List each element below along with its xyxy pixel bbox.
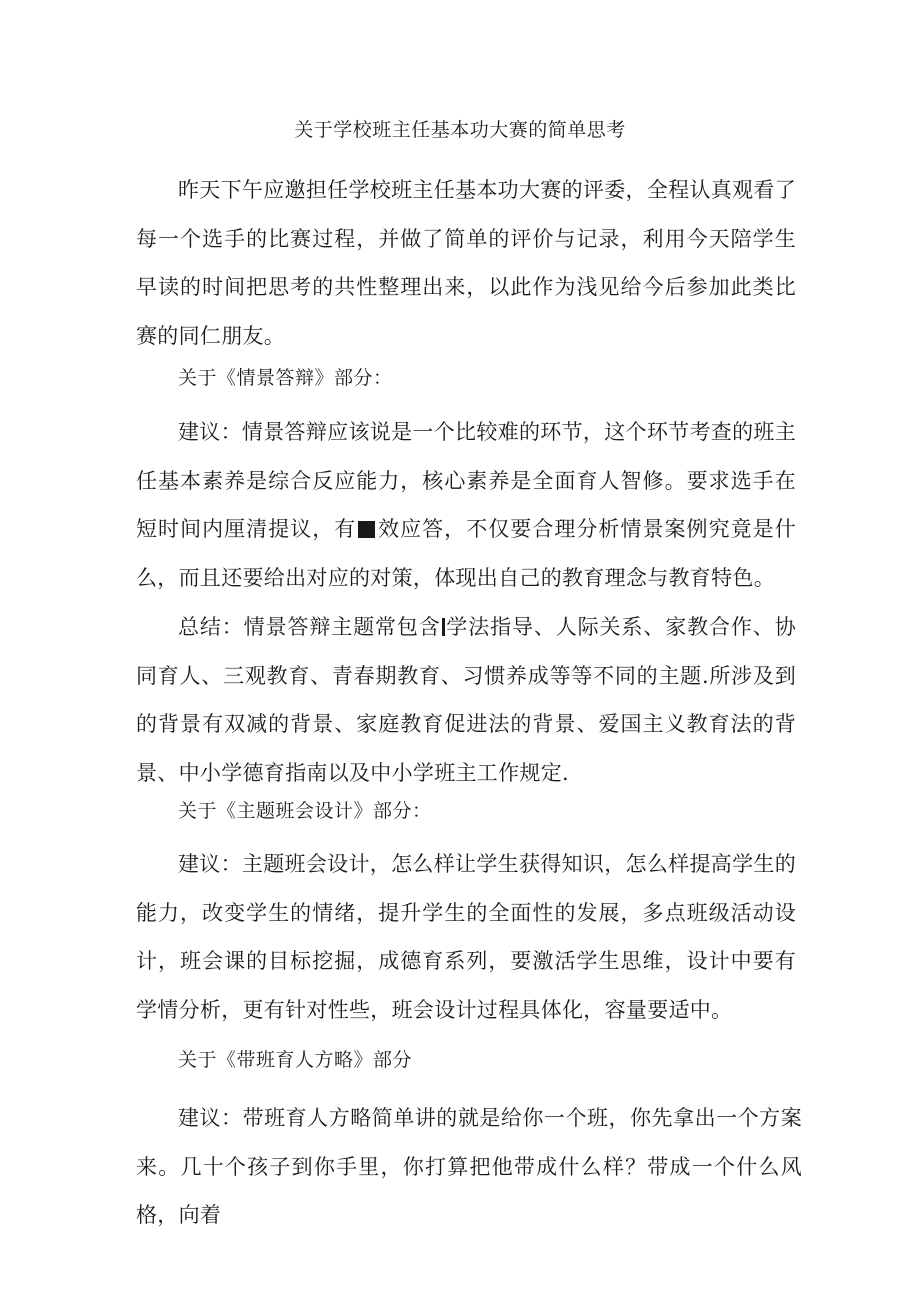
intro-paragraph: 昨天下午应邀担任学校班主任基本功大赛的评委，全程认真观看了每一个选手的比赛过程，并做了简单的评价与记录，利用今天陪学生早读的时间把思考的共性整理出来，以此作为浅见给今后参加此类比赛的同仁朋友。 [136, 178, 796, 348]
black-square-glyph [358, 521, 375, 538]
section-heading-scenario-defense: 关于《情景答辩》部分： [178, 367, 393, 389]
scenario-summary-paragraph [136, 603, 796, 797]
section-heading-class-strategy: 关于《带班育人方略》部分 [178, 1049, 413, 1071]
scenario-summary-text-a: 总结：情景答辩主题常包含 [178, 615, 441, 639]
scenario-suggestion-text-b: 效应答，不仅要合理分析情景案例究竟是什么，而且还要给出对应的对策，体现出自己的教育理念与教育特色。 [136, 517, 796, 590]
section-heading-class-meeting: 关于《主题班会设计》部分： [178, 800, 432, 822]
scenario-suggestion-paragraph [136, 408, 796, 602]
vertical-bar-glyph [442, 618, 445, 636]
class-strategy-suggestion-paragraph: 建议：带班育人方略简单讲的就是给你一个班，你先拿出一个方案来。几十个孩子到你手里，你打算把他带成什么样？带成一个什么风格，向着 [136, 1106, 802, 1227]
document-title: 关于学校班主任基本功大赛的简单思考 [294, 119, 626, 141]
scenario-summary-text-b: 学法指导、人际关系、家教合作、协同育人、三观教育、青春期教育、习惯养成等等不同的主题.所涉及到的背景有双减的背景、家庭教育促进法的背景、爱国主义教育法的背景、中小学德育指南以及中小学班主工作规定. [136, 615, 796, 785]
class-meeting-suggestion-paragraph: 建议：主题班会设计，怎么样让学生获得知识，怎么样提高学生的能力，改变学生的情绪，提升学生的全面性的发展，多点班级活动设计，班会课的目标挖掘，成德育系列，要激活学生思维，设计中要有学情分析，更有针对性些，班会设计过程具体化，容量要适中。 [136, 852, 796, 1022]
scenario-suggestion-text-a: 建议：情景答辩应该说是一个比较难的环节，这个环节考查的班主任基本素养是综合反应能力，核心素养是全面育人智修。要求选手在短时间内厘清提议，有 [136, 420, 796, 541]
